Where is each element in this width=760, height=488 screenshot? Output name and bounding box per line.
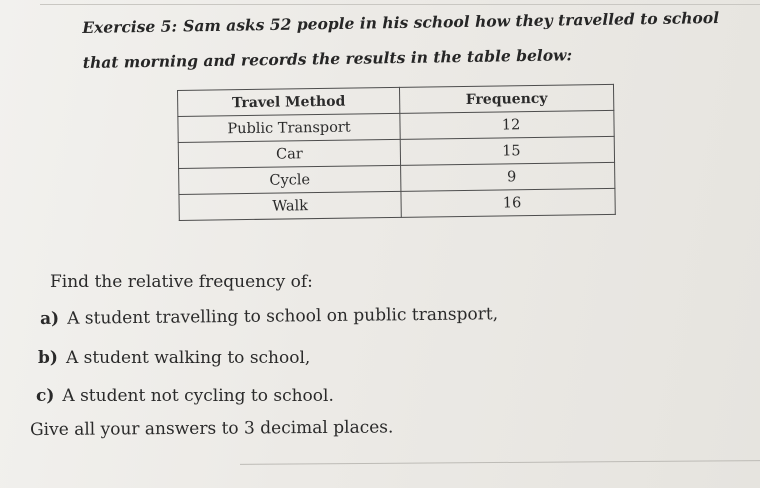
frequency-table (177, 84, 616, 221)
frequency-table-wrapper (177, 84, 616, 221)
exercise-label: Exercise 5: (82, 16, 178, 37)
cell-frequency (401, 188, 615, 217)
bottom-divider (240, 460, 760, 465)
question-text: A student walking to school, (65, 348, 311, 368)
frequency-value: 12 (501, 116, 521, 133)
header-frequency: Frequency (399, 84, 613, 113)
frequency-value: 9 (507, 168, 517, 185)
frequency-value: 16 (502, 194, 522, 211)
exercise-statement (82, 0, 723, 80)
cell-frequency (400, 110, 614, 139)
question-mark: c) (36, 386, 55, 406)
cell-method: Walk (179, 191, 401, 220)
cell-method: Cycle (179, 165, 401, 194)
cell-method: Car (178, 139, 400, 168)
instruction-text: Find the relative frequency of: (50, 272, 313, 292)
cell-frequency (401, 162, 615, 191)
question-text: A student not cycling to school. (62, 386, 334, 406)
question-mark: a) (40, 308, 60, 329)
question-text: A student travelling to school on public transport, (67, 304, 499, 329)
frequency-value: 15 (502, 142, 521, 159)
table-row (179, 188, 615, 220)
cell-method: Public Transport (178, 113, 400, 142)
question-a (40, 304, 498, 329)
cell-frequency (400, 136, 614, 165)
question-mark: b) (38, 348, 58, 368)
question-b (38, 348, 310, 368)
final-note: Give all your answers to 3 decimal places. (30, 417, 394, 440)
exercise-text: Sam asks 52 people in his school how they travelled to school that morning and records the results in the table below: (82, 7, 720, 72)
header-travel-method: Travel Method (178, 87, 400, 116)
question-c (36, 386, 334, 406)
